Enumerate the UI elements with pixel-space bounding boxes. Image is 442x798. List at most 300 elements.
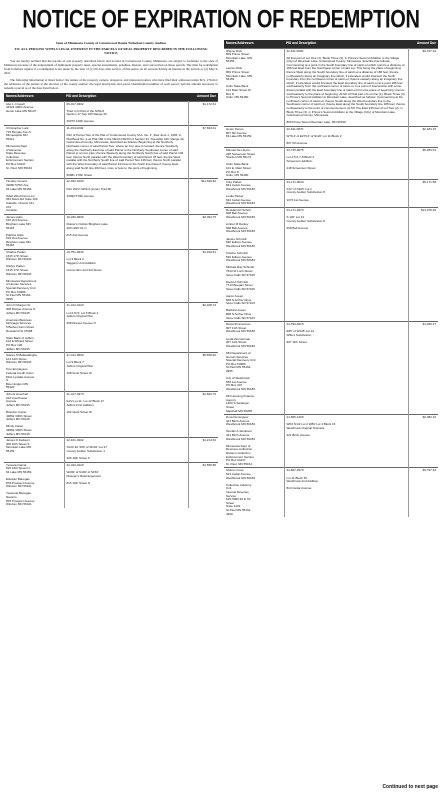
pid-line: Lot 3 Block 2 <box>66 257 84 262</box>
state-line: State of Minnesota County of Cottonwood Donna Torkelson County Auditor <box>55 41 167 45</box>
pid-description-cell <box>64 353 188 392</box>
names-line: 816 10th Street N <box>6 466 30 471</box>
names-line: Oslin, MN 56180 <box>226 95 249 100</box>
names-line: 907 11th Street <box>226 340 247 345</box>
names-line: 1615 17th Street <box>6 253 29 258</box>
pid-line: Tract in N Part of the NW1/4 <box>66 108 105 113</box>
names-line: Sioux Falls SD 57103 <box>226 315 255 320</box>
names-line: Kristine Schmidt <box>226 250 248 255</box>
names-line: Minnesota Dept <box>6 144 28 149</box>
names-line: Bingham Lake MN <box>6 221 31 226</box>
names-line: Oslin State Bank <box>226 84 249 89</box>
names-line: 354 Davis Rd Suite 100 <box>6 197 38 202</box>
names-line: Suite 1222 <box>226 504 241 509</box>
names-line: Jeffers MN 56145 <box>6 346 30 351</box>
left-parcel-table <box>4 93 218 508</box>
names-line: Windom MN 56101 <box>6 360 32 365</box>
names-line: Clay Parker <box>226 179 242 184</box>
names-line: Sioux Falls SD 57103 <box>226 301 255 306</box>
pid-line: 21-417-0370 <box>66 392 84 397</box>
pid-line: Corner Elm and 3rd Street <box>66 268 102 273</box>
pid-line: 108 Scott Street W <box>66 371 92 376</box>
names-line: Patricia Hollo <box>6 232 24 237</box>
pid-line: 21-414-0120 <box>66 303 84 308</box>
names-line: Westbrook MN 56183 <box>226 343 255 348</box>
names-line: David A Schmidt <box>226 279 248 284</box>
pid-line: 816 10th Street N <box>66 480 91 485</box>
names-line: Yessenia Banegas- <box>6 491 32 496</box>
pid-line: 24-827-0370 <box>286 468 304 473</box>
names-line: 56159 <box>226 59 235 64</box>
header-pid: PID and Description <box>284 40 408 48</box>
names-line: 43862 330th Street <box>6 427 32 432</box>
pid-line: Wille's Subdivision <box>286 333 312 338</box>
pid-line: S72' of N105' Lot 1 <box>286 186 312 191</box>
names-line: 101 12th Street <box>6 356 27 361</box>
names-line: 1400 S Saratoga <box>226 401 249 406</box>
header-pid: PID and Description <box>64 93 188 101</box>
names-line: 608 Bell Avenue <box>226 211 248 216</box>
names-line: 308 Dreiser Avenue N <box>6 306 36 311</box>
names-line: Agency <box>226 397 237 402</box>
pid-line: W79.4' of E273.4' of S120' Lot 11 Block 2 <box>286 134 342 139</box>
names-line: Toro Employees <box>6 367 28 372</box>
pid-description-cell <box>64 462 188 508</box>
names-line: Oslin State Bank <box>226 162 249 167</box>
names-line: PO Box 64989 <box>226 361 246 366</box>
names-line: 2X1 <box>6 204 12 209</box>
names-line: Windom MN 56101 <box>6 271 32 276</box>
notice-to: TO: ALL PERSONS WITH A LEGAL INTEREST IN THE PARCELS OF REAL PROPERTY DESCRIBED IN THE FOLLOWING NOTICE <box>14 47 208 55</box>
names-line: Canada <box>6 208 17 213</box>
names-line: 814 Cedar Avenue <box>226 472 251 476</box>
names-line: 808 N Archer Drive <box>226 312 252 317</box>
pid-line: Screenson Addition <box>286 158 313 163</box>
names-line: Mindy Carter <box>6 424 24 429</box>
pid-description-cell <box>284 322 408 415</box>
names-cell <box>4 438 64 463</box>
names-cell <box>4 214 64 249</box>
names-line: Timothy Coners <box>6 179 28 184</box>
names-line: 809 Prince Street <box>226 52 250 57</box>
names-cell <box>224 322 284 415</box>
names-line: 844 Cedar Avenue <box>226 183 251 188</box>
pid-line: 807 6th Avenue <box>286 141 308 146</box>
names-line: Oslin, MN 56180 <box>226 173 249 178</box>
pid-line: 22-611-0870 <box>286 126 304 131</box>
names-line: MN Housing Finance <box>226 394 255 399</box>
lead-text <box>4 41 218 90</box>
names-line: Mountain Lake, MN <box>226 55 253 60</box>
names-line: Division Collection <box>226 451 251 456</box>
names-line: Special Recovery Unit <box>6 286 36 290</box>
names-line: Mt Lake MN 56159 <box>6 469 32 474</box>
pid-line: 421 Birch Avenue <box>286 433 310 438</box>
amount-due-cell: $1,555.85 <box>188 462 218 508</box>
names-cell <box>224 147 284 179</box>
names-line: 306 10th Street S <box>6 441 30 446</box>
names-line: PO Box 64989 <box>6 289 26 294</box>
names-line: 0995 <box>6 296 13 301</box>
names-cell <box>4 179 64 214</box>
names-cell <box>224 415 284 468</box>
header-names: Names/Addresses <box>4 93 64 101</box>
names-cell <box>4 462 64 508</box>
names-line: Roseland NJ 07068 <box>6 328 33 333</box>
names-line: St. Paul, MN 55164 <box>226 461 253 466</box>
names-line: John D Morgan Sr <box>6 303 31 308</box>
names-line: Westbrook MN 56183 <box>226 436 255 441</box>
table-header-row <box>224 40 438 48</box>
pid-line: 308 Dreiser Avenue N <box>66 321 96 326</box>
pid-line: 43090 570th Avenue <box>66 193 94 198</box>
names-line: 421 Birch Avenue <box>226 418 250 423</box>
names-line: 615 2nd Avenue <box>6 218 28 223</box>
names-line: Jeffers MN 56145 <box>6 417 30 422</box>
names-line: Manuel De Hoyos <box>226 147 250 152</box>
names-line: Westbrook MN 56183 <box>226 201 255 206</box>
names-line: James D Jackson <box>6 438 30 443</box>
names-line: 421 Birch Avenue <box>226 433 250 438</box>
names-line: 55420 <box>6 385 15 390</box>
pid-description-cell <box>64 303 188 353</box>
names-line: 556 1st Avenue <box>226 379 247 384</box>
names-line: Marshall MN 56258 <box>226 408 253 413</box>
pid-line: 24-171-0370 <box>286 207 304 212</box>
pid-line: Lot 6,N71' Lot 5 Block 2 <box>66 310 99 315</box>
table-row <box>224 322 438 415</box>
pid-line: 56081 370th Street <box>66 172 93 177</box>
table-row <box>224 126 438 147</box>
pid-line: Westbrook Original Townsite <box>286 425 325 430</box>
names-line: 43862 330th Street <box>6 413 32 418</box>
names-line: St Paul MN 55164- <box>226 365 252 370</box>
pid-line: County Auditor Subdivision 1 <box>66 448 105 453</box>
pid-description-cell <box>64 392 188 438</box>
amount-due-cell: $5,658.92 <box>188 353 218 392</box>
pid-line: Klassen's Rearrangement <box>66 473 101 478</box>
table-row <box>4 438 218 463</box>
names-line: 101 E. Main Street <box>226 165 251 170</box>
pid-line: Section 17 Twp 105 Range 36 <box>66 112 107 117</box>
table-row <box>4 353 218 392</box>
pid-description-cell <box>284 147 408 179</box>
names-line: Storden MN 56174 <box>226 155 252 160</box>
names-line: of Human Services <box>6 282 32 287</box>
names-line: 7813 W Loch Street <box>226 268 253 273</box>
names-line: Yesenia Garcia <box>6 462 27 467</box>
names-line: PO Box 126 <box>6 342 23 347</box>
pid-line: S134' Ex S50' of W132' Lot 27 <box>66 445 107 450</box>
table-row <box>224 207 438 321</box>
page-title: NOTICE OF EXPIRATION OF REDEMPTION <box>22 6 420 34</box>
table-row <box>224 468 438 517</box>
pid-line: 24-825-1290 <box>286 415 304 420</box>
amount-due-cell: $1,600.75 <box>188 392 218 438</box>
pid-line: Lot 11 Block 35 <box>286 475 307 480</box>
names-line: Windom MN 56101 <box>6 484 32 489</box>
pid-line: E1/2 Lot 11; Lot 12 Block 27 <box>66 399 104 404</box>
pid-line: 12-033-0100 <box>66 179 84 184</box>
names-line: Heron Lake MN 56137 <box>6 108 37 113</box>
names-line: Westbrook MN 56183 <box>226 229 255 234</box>
pid-line: Jeffers Original Plat <box>66 363 93 368</box>
names-line: 222 Courthouse <box>6 395 28 400</box>
names-line: John E Hoecherl <box>6 392 29 397</box>
table-row <box>4 101 218 126</box>
names-line: Westbrook MN 56183 <box>226 475 255 480</box>
amount-due-cell: $2,093.75 <box>188 214 218 249</box>
names-line: 56118 <box>6 225 15 230</box>
names-line: 102 E Whited Street <box>6 339 33 344</box>
names-line: Revenue-Collection <box>226 447 253 452</box>
names-line: State Revenue <box>6 151 26 156</box>
paragraph-2: The following information is listed below: the names of the property owners, taxpayers, and interested parties who have filed their addresses under M.S. 276.041; the addresses of the parties at the election of the county auditor; the legal description and parcel identification number of each parcel; and the amount necessary to redeem a parcel as of the date listed below. <box>4 78 218 90</box>
names-line: Christopher Luck <box>6 126 29 131</box>
names-line: Barbara Axeen <box>226 308 246 313</box>
pid-line: 306 10th Street S <box>66 456 90 461</box>
notice-columns <box>4 40 438 784</box>
pid-line: 21-414-0500 <box>66 353 84 358</box>
pid-line: 814 Cedar Avenue <box>286 486 312 491</box>
paragraph-1: You are hereby notified that the parcels of real property described below and located in Cottonwood County, Minnesota, are subject to forfeiture to the state of Minnesota because of the nonpayment of delinquent property taxes, special assessments, penalties, interest, and costs levied on those parcels. The time for redemption from forfeiture expires if a redemption is not made by the later of (1) 60 days after service of this notice on all persons having an interest in the parcels or (2) May 6, 2021. <box>4 59 218 75</box>
pid-line: 22-443-0120 <box>66 462 84 467</box>
header-names: Names/Addresses <box>224 40 284 48</box>
amount-due-cell: $2,328.74 <box>188 303 218 353</box>
names-cell <box>4 250 64 303</box>
names-line: Sinclair A Jacobson <box>226 429 253 434</box>
names-line: Navarro <box>6 495 17 500</box>
names-cell <box>4 126 64 179</box>
amount-due-cell: $11,546.62 <box>188 179 218 214</box>
names-line: 43323 396th Avenue <box>6 105 34 110</box>
pid-description-cell <box>284 207 408 321</box>
pid-description-cell <box>284 415 408 468</box>
pid-line: S 100' Lot 13 <box>286 215 305 220</box>
names-cell <box>4 303 64 353</box>
names-line: Human Services <box>226 354 249 359</box>
names-line: Sioux Falls SD 57106 <box>226 272 255 277</box>
table-row <box>224 415 438 468</box>
pid-line: County Auditor Subdivision 8 <box>286 190 325 195</box>
names-line: 5 Becker Farm Road <box>6 324 34 329</box>
names-line: 530 Edison Avenue <box>226 240 252 245</box>
names-line: Minnesota Dept of <box>226 443 251 448</box>
names-line: Street <box>226 500 235 505</box>
pid-line: 19-230-0600 <box>66 214 84 219</box>
pid-line: 22-161-0402 <box>66 438 84 443</box>
left-table-body <box>4 101 218 508</box>
pid-line: 608 Bell Avenue <box>286 225 309 230</box>
names-line: Street <box>226 404 235 409</box>
names-line: Westbrook MN 56183 <box>226 258 255 263</box>
names-line: Linda Zimmerman <box>226 336 251 341</box>
header-amount: Amount Due <box>188 93 218 101</box>
table-row <box>224 179 438 207</box>
amount-due-cell: $1,214.52 <box>188 438 218 463</box>
pid-description-cell <box>284 126 408 147</box>
table-row <box>4 214 218 249</box>
names-line: Lauren Dick <box>226 66 243 71</box>
names-line: Sharon Crow <box>226 468 244 473</box>
names-line: 808 N Archer Drive <box>226 297 252 302</box>
names-line: Wayne Dick <box>226 48 242 53</box>
names-line: Mountain Lake MN <box>6 445 32 450</box>
names-line: Mt Lake MN 56159 <box>226 134 252 139</box>
names-line: Dora Dominguez <box>226 415 249 420</box>
pid-line: 1073 1st Avenue <box>286 197 309 202</box>
names-line: 101 Main Street W <box>226 88 251 93</box>
names-line: Collection <box>6 154 20 159</box>
amount-due-cell: $2,184.15 <box>408 126 438 147</box>
names-cell <box>224 126 284 147</box>
names-line: Jeffers MN 56145 <box>6 402 30 407</box>
left-column <box>4 40 218 784</box>
names-line: State Bank of Jeffers <box>6 335 34 340</box>
pid-description-cell <box>284 468 408 517</box>
pid-description-cell <box>284 48 408 126</box>
table-row <box>4 392 218 438</box>
names-line: Michael Ray Schmidt <box>226 265 255 270</box>
table-row <box>4 303 218 353</box>
pid-line: 615 2nd Avenue <box>66 232 89 237</box>
names-line: Sioux Falls SD 57106 <box>226 286 255 291</box>
pid-description-cell <box>64 101 188 126</box>
pid-line: 809 Prince Street Mountain Lake, MN 56159 <box>286 120 346 125</box>
names-line: Bingham Lake MN <box>6 239 31 244</box>
pid-line: 11-034-0202 <box>66 126 84 131</box>
names-line: Internal Revenue <box>226 489 249 494</box>
pid-line: Taggart's 2nd Addition <box>66 260 96 265</box>
names-line: Avenue <box>6 399 17 404</box>
pid-line: 24-790-0215 <box>286 322 304 327</box>
names-line: Abe L Crowell <box>6 101 25 106</box>
names-line: Service <box>226 493 237 498</box>
pid-line: 06-017-0302 <box>66 101 84 106</box>
pid-line: Part W1/2 NW1/4 (surety Tract B) <box>66 186 112 191</box>
names-line: 809 Prince Street <box>226 70 250 75</box>
names-line: Charles Paden <box>6 250 26 255</box>
names-line: MN Department of <box>226 351 251 355</box>
table-row <box>4 462 218 508</box>
amount-due-cell: $5,171.58 <box>408 179 438 207</box>
pid-line: Part of Parcel Two of the Plat of 'Cottonwood County M.A. No. 1', filed June 1, 1965, in Plat Book No. 2 as Plat 182 in the NE1/4 NW1/4 of Section 34, Township 106, Range 34, Cottonwood County, Minnesota, described as follows: Beginning at the Northerly Northeast corner of said Parcel Two, where an iron pipe is located; thence Southerly along the Northerly East line of said Parcel to the Northerly Southeast corner of said Parcel to an iron pipe; thence Westerly along the Northerly South line of said Parcel 149 feet; thence North parallel with the West boundary of said Parcel 78 feet; thence West parallel with the Northerly South line of said Parcel Two 149 feet; thence North parallel with the West boundary of said Parcel 444 feet to the North line thereof; thence East along said North line 262 feet, more or less to the point of beginning. <box>66 133 185 170</box>
names-line: Minneapolis MN <box>6 133 28 138</box>
pid-line: 22-611-0660 <box>286 48 304 53</box>
pid-description-cell <box>64 438 188 463</box>
names-line: Westbrook MN 56183 <box>226 243 255 248</box>
names-line: Bloomington MN <box>6 381 29 386</box>
names-line: 907 11th Street <box>226 325 247 330</box>
names-line: Westbrook MN 56183 <box>226 186 255 191</box>
names-line: Aaron Axeen <box>226 294 244 299</box>
names-line: S <box>6 378 9 383</box>
names-cell <box>4 392 64 438</box>
names-line: Westbrook MN 56183 <box>226 386 255 391</box>
names-line: Amber M Danley <box>226 222 249 227</box>
names-line: 56159 <box>226 77 235 82</box>
names-line: Odell Wind Farm LLC <box>6 193 35 198</box>
amount-due-cell: $1,172.61 <box>188 101 218 126</box>
names-line: 844 Cedar Avenue <box>226 197 251 202</box>
names-line: Minnesota Department <box>6 278 37 283</box>
names-line: Box 8 <box>226 91 234 96</box>
pid-line: 102 Clark Street W <box>66 410 92 414</box>
names-line: 55411 <box>6 136 15 141</box>
names-line: Jeffers MN 56145 <box>6 431 30 436</box>
names-line: 8111 Lyndale Avenue <box>6 374 35 379</box>
pid-line: Westbrook 2nd Addition <box>286 479 319 484</box>
pid-line: 907 11th Street <box>286 340 307 345</box>
amount-due-cell: $2,082.10 <box>408 415 438 468</box>
pid-line: 40070 440th Avenue <box>66 119 94 124</box>
names-line: 248 Screenson Street <box>226 151 256 156</box>
names-line: 715 Morgan Ave N <box>6 129 31 134</box>
amount-due-cell: $3,707.34 <box>408 48 438 126</box>
names-line: Special Recovery Unit <box>226 358 256 363</box>
names-line: Collection Advisory <box>226 482 252 487</box>
names-line: PO Box 307 <box>226 383 243 388</box>
names-line: Mortgage Services <box>6 321 32 326</box>
names-line: PO Box 64447 <box>6 162 26 166</box>
names-cell <box>224 207 284 321</box>
names-cell <box>224 48 284 126</box>
names-line: 7713 Beegan Street <box>226 283 253 288</box>
pid-line: Lot 9 Block 7 <box>66 360 84 365</box>
pid-description-cell <box>64 179 188 214</box>
table-header-row <box>4 93 218 101</box>
table-row <box>4 126 218 179</box>
names-line: 878 Prospect Avenue <box>6 480 35 485</box>
names-line: Enforcement Section <box>6 158 34 163</box>
pid-line: County Auditor Subdivision 8 <box>286 218 325 223</box>
names-line: PO Box 64447 <box>226 458 246 463</box>
pid-line: Draine's Outlots Bingham Lake <box>66 221 108 226</box>
pid-line: 19-751-0640 <box>66 250 84 255</box>
names-line: 0995 <box>226 368 233 373</box>
pid-line: 23-715-0075 <box>286 147 304 152</box>
pid-description-cell <box>64 214 188 249</box>
names-line: Esteban Banegas <box>6 477 30 482</box>
amount-due-cell: $1,330.61 <box>188 250 218 303</box>
pid-line: All that part of Lot One (1), Block Three (3), in Prince's Second Addition to the Village (City) of Mountain Lake, Cottonwood County, Minnesota, described as follows: Commencing at a point in the South boundary line of said Lot which point is a distance of 186 feet East from the Southwest corner of said Lot. This being the place of beginning; thence West along the South boundary line of said Lot a distance of 186 feet; thence northeasterly along an imaginary line which, if extended, would intersect the North boundary from the northwest corner of said Lot; thence easterly along an imaginary line which, if extended, would intersect the East boundary line of said Lot at a point 186 feet southeasterly from the northeast corner of said Lot, to a point of intersection with a line drawn parallel with the East boundary line of said Lot from the place of beginning; thence southeasterly to the place of beginning. ALSO All that part of Lot One (1), Block Three (3), in Prince's Second Addition to Mountain Lake, described as follows: Commencing at the northwest corner of said Lot; thence South along the West boundary line to the Southwest corner of said Lot; thence East along the South boundary line 186 feet; thence northwesterly to the point of commencement. ALSO The East 225 feet of Lot Two (2), in Block Three (3), in Prince's Second Addition to the Village (City) of Mountain Lake, Cottonwood County, Minnesota. <box>286 55 406 118</box>
names-line: Leslie Parker <box>226 194 244 199</box>
table-row <box>224 147 438 179</box>
names-line: Westbrook MN 56183 <box>226 215 255 220</box>
names-line: James Schmidt <box>226 236 247 241</box>
names-line: Rockland D Scholl <box>226 207 251 212</box>
table-row <box>4 179 218 214</box>
names-line: Enforcement Section <box>226 454 254 459</box>
names-line: 56159 <box>6 448 15 453</box>
names-line: Westbrook MN 56183 <box>226 422 255 427</box>
table-row <box>4 250 218 303</box>
right-column <box>224 40 438 784</box>
names-line: St Paul MN 55101- <box>226 507 252 512</box>
pid-line: 200 x200 OL C <box>66 225 87 230</box>
names-line: Mt Lake MN 56159 <box>6 186 32 191</box>
amount-due-cell: $13,378.20 <box>408 207 438 321</box>
amount-due-cell: $7,693.61 <box>188 126 218 179</box>
names-line: Shirley Paden <box>6 264 25 269</box>
names-line: City of Westbrook <box>226 376 250 381</box>
names-line: David Zimmerman <box>226 322 251 327</box>
names-line: 807 6th Avenue <box>226 130 247 135</box>
pid-line: Jeffers First Addition <box>66 402 94 407</box>
pid-description-cell <box>64 250 188 303</box>
pid-description-cell <box>64 126 188 179</box>
names-line: 43080 570th Ave <box>6 182 29 187</box>
